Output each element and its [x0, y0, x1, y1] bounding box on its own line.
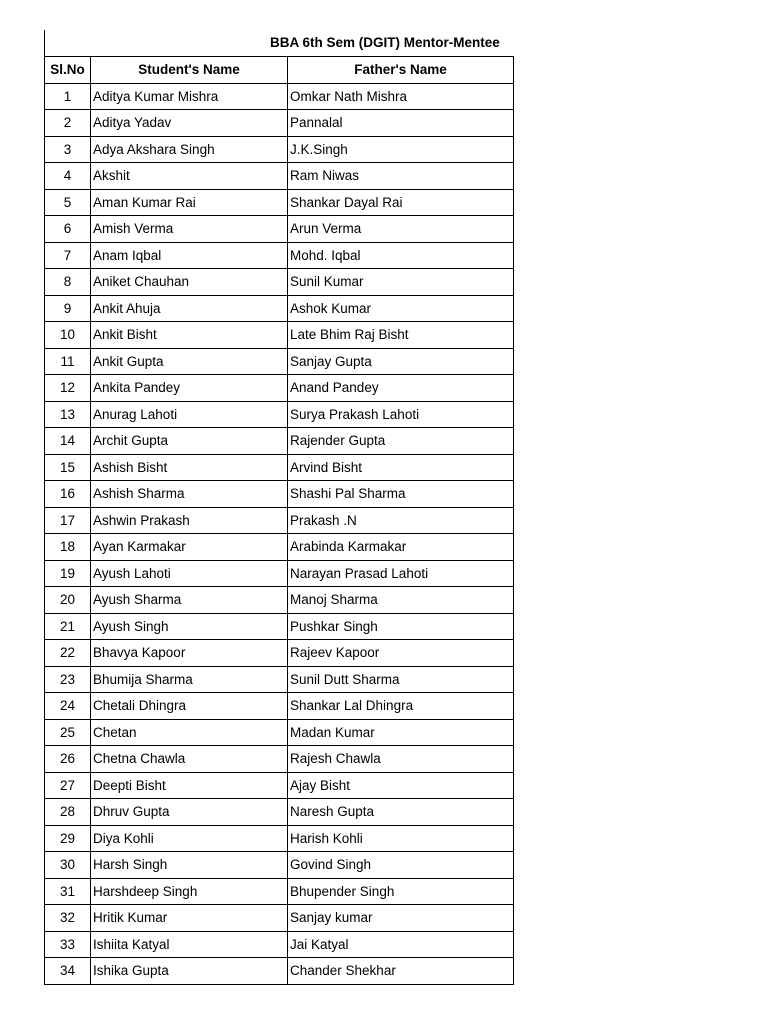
father-name-cell: Rajesh Chawla — [288, 746, 514, 773]
father-name-cell: Shankar Dayal Rai — [288, 189, 514, 216]
sl-number-cell: 9 — [45, 295, 91, 322]
father-name-cell: Arvind Bisht — [288, 454, 514, 481]
father-name-cell: Arabinda Karmakar — [288, 534, 514, 561]
table-row — [45, 348, 514, 375]
father-name-cell: Prakash .N — [288, 507, 514, 534]
father-name-cell: Surya Prakash Lahoti — [288, 401, 514, 428]
father-name-cell: Shankar Lal Dhingra — [288, 693, 514, 720]
father-name-cell: Madan Kumar — [288, 719, 514, 746]
table-row — [45, 878, 514, 905]
student-name-cell: Aditya Kumar Mishra — [91, 83, 288, 110]
father-name-cell: Sanjay Gupta — [288, 348, 514, 375]
student-name-cell: Anam Iqbal — [91, 242, 288, 269]
table-row — [45, 454, 514, 481]
student-name-cell: Ashish Bisht — [91, 454, 288, 481]
table-row — [45, 534, 514, 561]
sl-number-cell: 1 — [45, 83, 91, 110]
student-name-cell: Akshit — [91, 163, 288, 190]
father-name-cell: Rajender Gupta — [288, 428, 514, 455]
table-row — [45, 825, 514, 852]
student-name-cell: Ishika Gupta — [91, 958, 288, 985]
student-name-cell: Ashwin Prakash — [91, 507, 288, 534]
sl-number-cell: 26 — [45, 746, 91, 773]
father-name-cell: Manoj Sharma — [288, 587, 514, 614]
student-name-cell: Ankit Gupta — [91, 348, 288, 375]
column-header-slno: Sl.No — [45, 57, 91, 84]
table-row — [45, 481, 514, 508]
sl-number-cell: 27 — [45, 772, 91, 799]
father-name-cell: Sunil Kumar — [288, 269, 514, 296]
student-name-cell: Aniket Chauhan — [91, 269, 288, 296]
student-name-cell: Ankit Ahuja — [91, 295, 288, 322]
student-name-cell: Dhruv Gupta — [91, 799, 288, 826]
father-name-cell: Narayan Prasad Lahoti — [288, 560, 514, 587]
student-name-cell: Chetna Chawla — [91, 746, 288, 773]
table-row — [45, 852, 514, 879]
father-name-cell: J.K.Singh — [288, 136, 514, 163]
student-name-cell: Diya Kohli — [91, 825, 288, 852]
sl-number-cell: 23 — [45, 666, 91, 693]
father-name-cell: Sunil Dutt Sharma — [288, 666, 514, 693]
sl-number-cell: 30 — [45, 852, 91, 879]
table-row — [45, 560, 514, 587]
table-row — [45, 322, 514, 349]
table-row — [45, 905, 514, 932]
title-row-left-border — [44, 30, 45, 57]
table-row — [45, 375, 514, 402]
table-row — [45, 693, 514, 720]
table-row — [45, 136, 514, 163]
father-name-cell: Pushkar Singh — [288, 613, 514, 640]
sl-number-cell: 5 — [45, 189, 91, 216]
table-row — [45, 242, 514, 269]
table-row — [45, 666, 514, 693]
sl-number-cell: 10 — [45, 322, 91, 349]
father-name-cell: Harish Kohli — [288, 825, 514, 852]
sl-number-cell: 33 — [45, 931, 91, 958]
sl-number-cell: 32 — [45, 905, 91, 932]
student-name-cell: Ayush Lahoti — [91, 560, 288, 587]
student-name-cell: Deepti Bisht — [91, 772, 288, 799]
table-row — [45, 216, 514, 243]
father-name-cell: Late Bhim Raj Bisht — [288, 322, 514, 349]
sheet-title: BBA 6th Sem (DGIT) Mentor-Mentee — [270, 35, 500, 50]
student-name-cell: Ankita Pandey — [91, 375, 288, 402]
student-name-cell: Chetan — [91, 719, 288, 746]
father-name-cell: Naresh Gupta — [288, 799, 514, 826]
student-name-cell: Archit Gupta — [91, 428, 288, 455]
table-row — [45, 295, 514, 322]
sl-number-cell: 21 — [45, 613, 91, 640]
father-name-cell: Pannalal — [288, 110, 514, 137]
column-header-student-name: Student's Name — [91, 57, 288, 84]
sl-number-cell: 12 — [45, 375, 91, 402]
student-name-cell: Ankit Bisht — [91, 322, 288, 349]
sl-number-cell: 19 — [45, 560, 91, 587]
student-name-cell: Ashish Sharma — [91, 481, 288, 508]
table-row — [45, 507, 514, 534]
sl-number-cell: 2 — [45, 110, 91, 137]
father-name-cell: Omkar Nath Mishra — [288, 83, 514, 110]
sl-number-cell: 4 — [45, 163, 91, 190]
student-name-cell: Anurag Lahoti — [91, 401, 288, 428]
student-name-cell: Ayush Sharma — [91, 587, 288, 614]
table-row — [45, 719, 514, 746]
sl-number-cell: 16 — [45, 481, 91, 508]
table-row — [45, 401, 514, 428]
father-name-cell: Rajeev Kapoor — [288, 640, 514, 667]
mentor-mentee-table — [44, 56, 514, 985]
father-name-cell: Ram Niwas — [288, 163, 514, 190]
student-name-cell: Chetali Dhingra — [91, 693, 288, 720]
student-name-cell: Bhumija Sharma — [91, 666, 288, 693]
student-name-cell: Hritik Kumar — [91, 905, 288, 932]
table-row — [45, 163, 514, 190]
table-row — [45, 799, 514, 826]
header-row — [45, 57, 514, 84]
sl-number-cell: 34 — [45, 958, 91, 985]
table-row — [45, 772, 514, 799]
student-name-cell: Aman Kumar Rai — [91, 189, 288, 216]
father-name-cell: Ashok Kumar — [288, 295, 514, 322]
sl-number-cell: 25 — [45, 719, 91, 746]
father-name-cell: Chander Shekhar — [288, 958, 514, 985]
table-row — [45, 931, 514, 958]
student-name-cell: Aditya Yadav — [91, 110, 288, 137]
sl-number-cell: 28 — [45, 799, 91, 826]
sl-number-cell: 3 — [45, 136, 91, 163]
student-name-cell: Harsh Singh — [91, 852, 288, 879]
sl-number-cell: 13 — [45, 401, 91, 428]
student-name-cell: Adya Akshara Singh — [91, 136, 288, 163]
father-name-cell: Mohd. Iqbal — [288, 242, 514, 269]
sl-number-cell: 18 — [45, 534, 91, 561]
student-name-cell: Bhavya Kapoor — [91, 640, 288, 667]
table-body — [45, 83, 514, 984]
sl-number-cell: 20 — [45, 587, 91, 614]
table-row — [45, 110, 514, 137]
table-row — [45, 587, 514, 614]
father-name-cell: Jai Katyal — [288, 931, 514, 958]
sl-number-cell: 17 — [45, 507, 91, 534]
sl-number-cell: 6 — [45, 216, 91, 243]
column-header-father-name: Father's Name — [288, 57, 514, 84]
father-name-cell: Govind Singh — [288, 852, 514, 879]
father-name-cell: Arun Verma — [288, 216, 514, 243]
student-name-cell: Ayush Singh — [91, 613, 288, 640]
father-name-cell: Anand Pandey — [288, 375, 514, 402]
father-name-cell: Ajay Bisht — [288, 772, 514, 799]
table-row — [45, 746, 514, 773]
sl-number-cell: 29 — [45, 825, 91, 852]
student-name-cell: Ishiita Katyal — [91, 931, 288, 958]
father-name-cell: Bhupender Singh — [288, 878, 514, 905]
student-name-cell: Amish Verma — [91, 216, 288, 243]
table-row — [45, 83, 514, 110]
student-name-cell: Ayan Karmakar — [91, 534, 288, 561]
student-name-cell: Harshdeep Singh — [91, 878, 288, 905]
table-row — [45, 640, 514, 667]
table-row — [45, 613, 514, 640]
sl-number-cell: 11 — [45, 348, 91, 375]
sl-number-cell: 15 — [45, 454, 91, 481]
sl-number-cell: 22 — [45, 640, 91, 667]
table-row — [45, 958, 514, 985]
father-name-cell: Sanjay kumar — [288, 905, 514, 932]
sl-number-cell: 31 — [45, 878, 91, 905]
table-row — [45, 269, 514, 296]
sl-number-cell: 14 — [45, 428, 91, 455]
sl-number-cell: 7 — [45, 242, 91, 269]
table-row — [45, 428, 514, 455]
sl-number-cell: 8 — [45, 269, 91, 296]
sl-number-cell: 24 — [45, 693, 91, 720]
table-row — [45, 189, 514, 216]
father-name-cell: Shashi Pal Sharma — [288, 481, 514, 508]
